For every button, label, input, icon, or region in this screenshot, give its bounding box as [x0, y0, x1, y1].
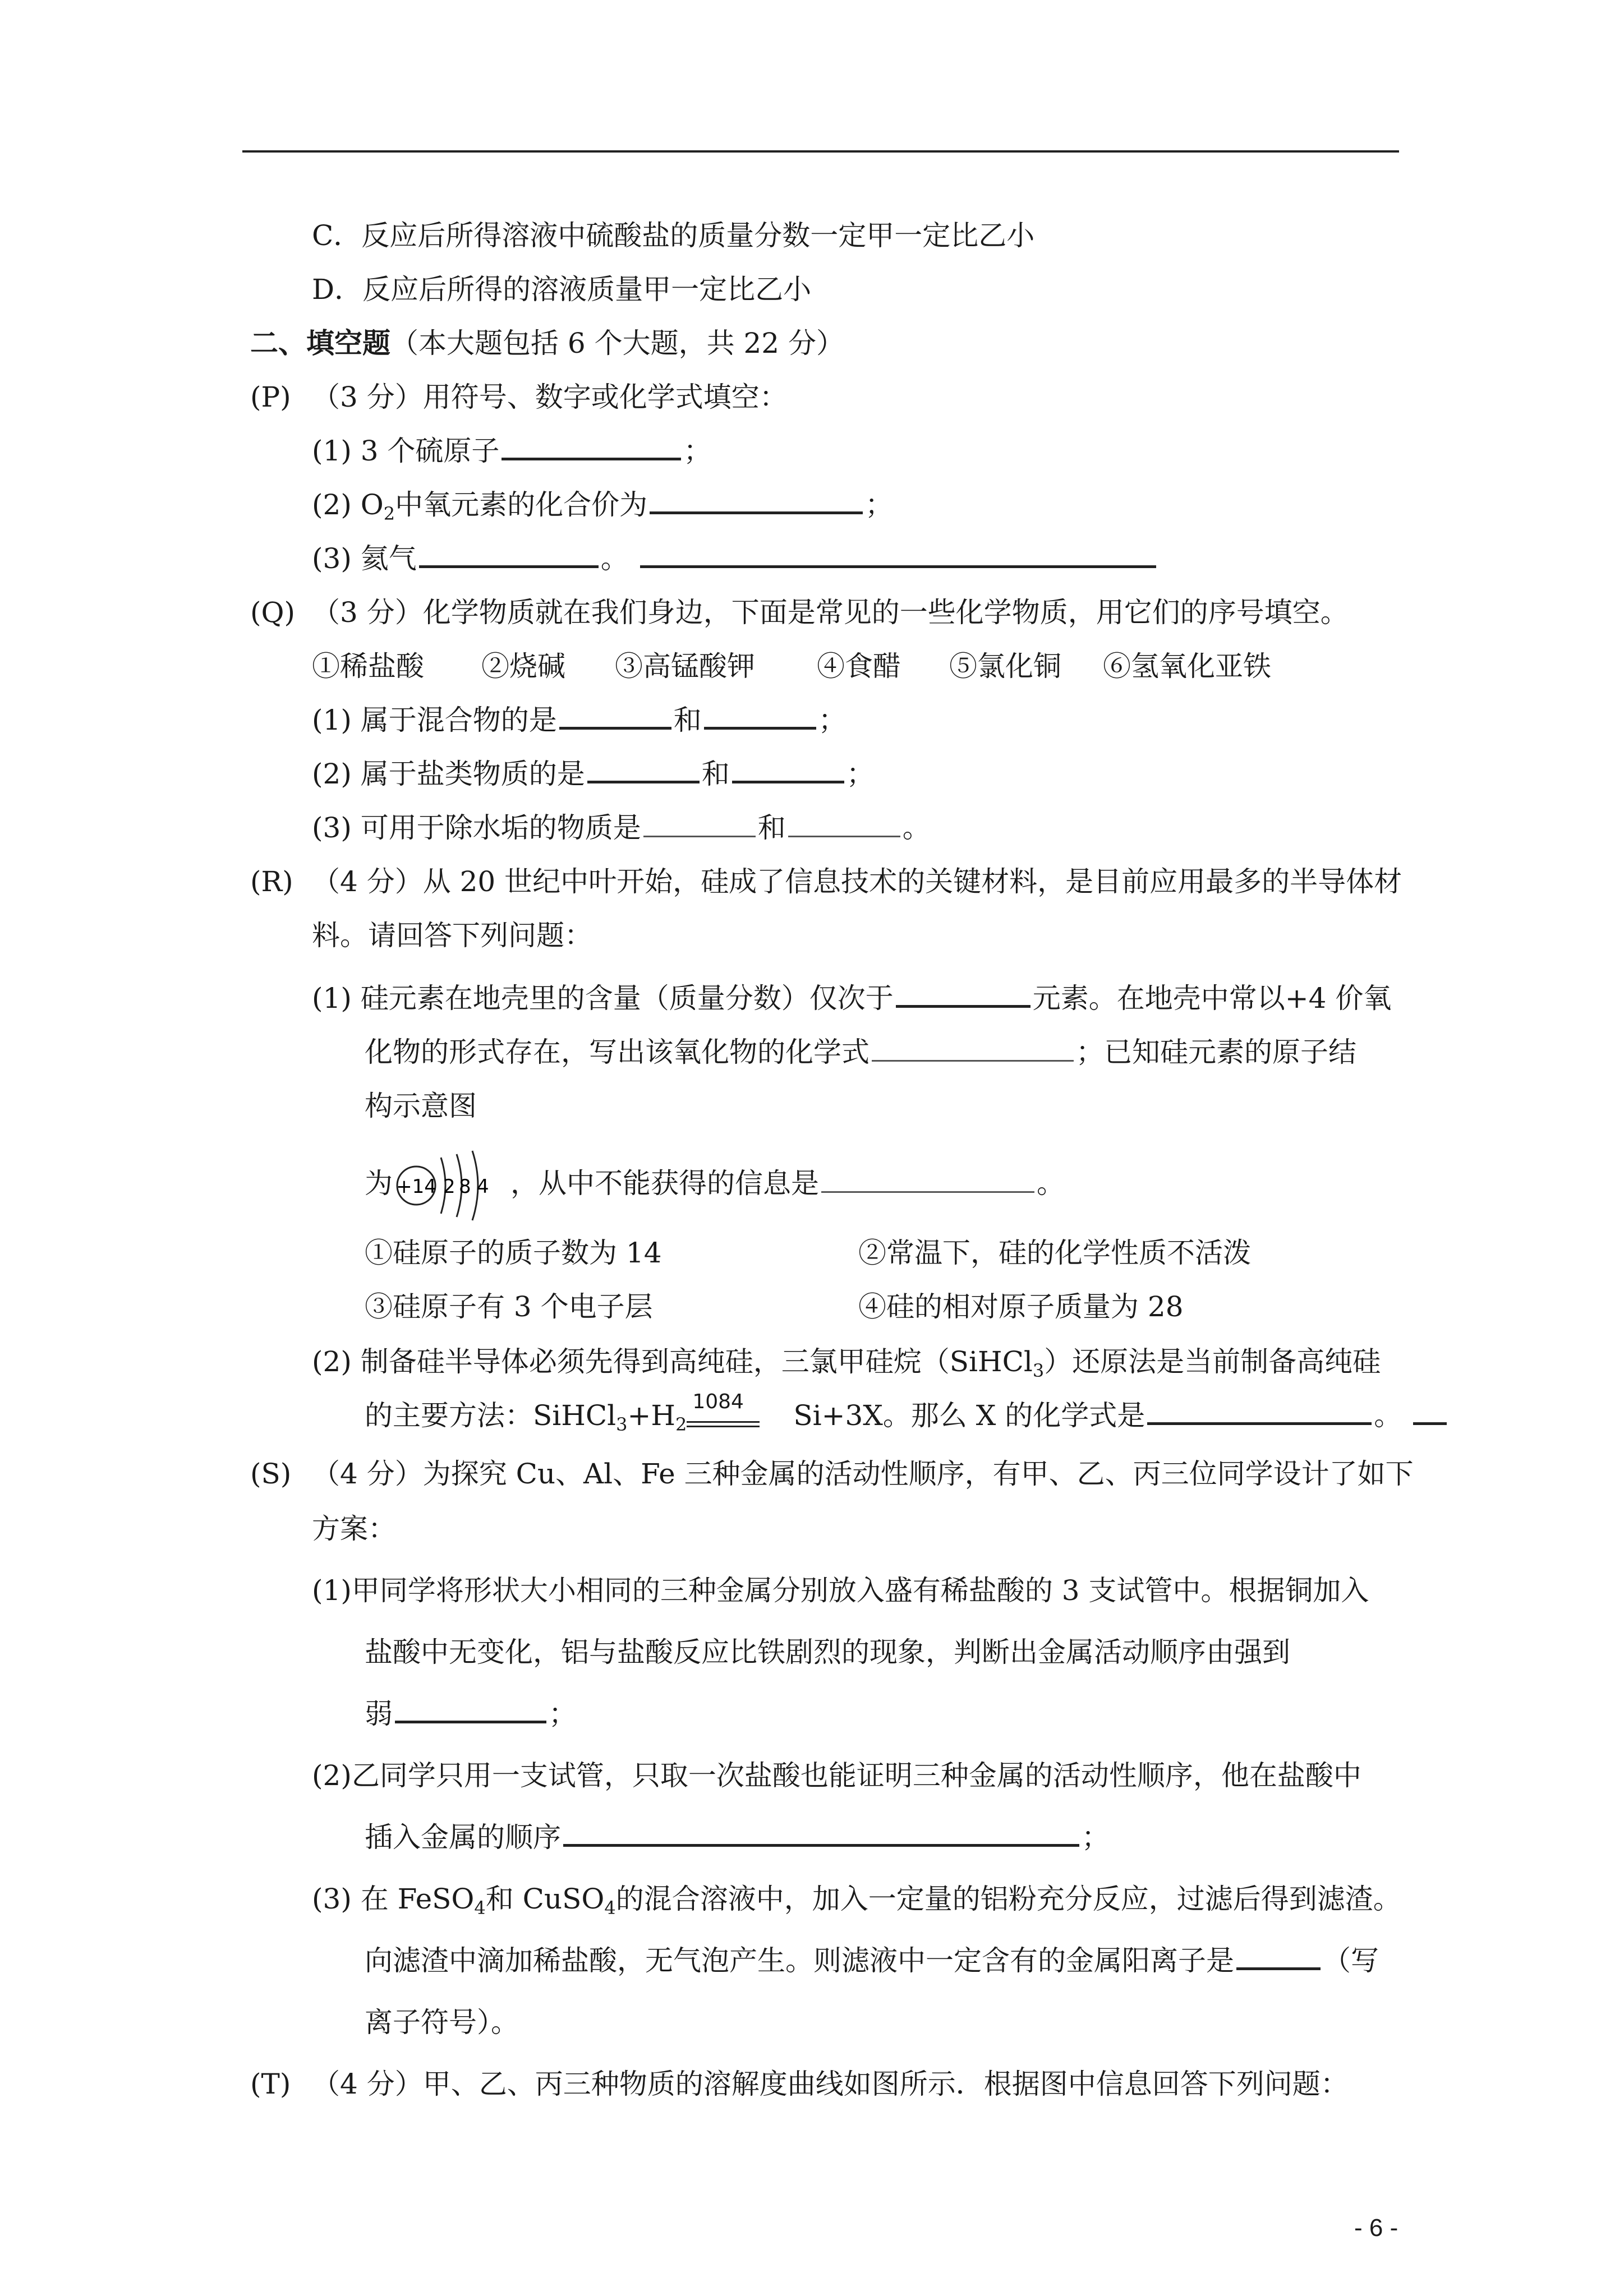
- question-t-label: (T): [250, 2068, 291, 2100]
- question-s-sub2-line2: [365, 1815, 1110, 1860]
- conj: 和: [701, 758, 730, 790]
- question-s-sub2-line1: (2)乙同学只用一支试管，只取一次盐酸也能证明三种金属的活动性顺序，他在盐酸中: [312, 1759, 1361, 1792]
- question-r-label: (R): [250, 865, 293, 898]
- question-p-sub2: [312, 482, 893, 536]
- question-p-label: (P): [250, 381, 291, 413]
- question-r-option-3: ③硅原子有 3 个电子层: [365, 1290, 653, 1323]
- text: 的混合溶液中，加入一定量的铝粉充分反应，过滤后得到滤渣。: [615, 1883, 1401, 1915]
- punct: ；: [683, 435, 712, 467]
- question-p-sub1: [312, 428, 711, 473]
- answer-blank[interactable]: [563, 1819, 1079, 1847]
- equals-bar: [687, 1421, 760, 1423]
- question-p-sub2-text: (2) O: [312, 488, 384, 521]
- text: 元素。在地壳中常以+4 价氧: [1032, 982, 1392, 1015]
- subscript: 4: [604, 1897, 616, 1919]
- text: ，从中不能获得的信息是: [510, 1167, 819, 1200]
- question-s-stem-1: （4 分）为探究 Cu、Al、Fe 三种金属的活动性顺序，有甲、乙、丙三位同学设计了如下: [312, 1458, 1414, 1490]
- text: 向滤渣中滴加稀盐酸，无气泡产生。则滤液中一定含有的金属阳离子是: [365, 1944, 1234, 1977]
- answer-blank[interactable]: [1147, 1398, 1372, 1425]
- question-r-option-1: ①硅原子的质子数为 14: [365, 1237, 662, 1269]
- answer-blank[interactable]: [704, 702, 816, 730]
- question-s-sub1-line2: 盐酸中无变化，铝与盐酸反应比铁剧烈的现象，判断出金属活动顺序由强到: [365, 1636, 1290, 1668]
- header-rule: [242, 150, 1399, 153]
- text: (2) 制备硅半导体必须先得到高纯硅，三氯甲硅烷（SiHCl: [312, 1345, 1033, 1378]
- answer-blank[interactable]: [872, 1035, 1074, 1062]
- option-2: ②烧碱: [481, 650, 565, 683]
- question-r-option-2: ②常温下，硅的化学性质不活泼: [858, 1237, 1251, 1269]
- section-title: 二、填空题: [250, 326, 390, 359]
- question-r-sub2-line2: [365, 1390, 1449, 1447]
- subscript: 3: [616, 1414, 628, 1435]
- question-p-stem: （3 分）用符号、数字或化学式填空：: [312, 381, 788, 413]
- question-r-sub1-line1: [312, 976, 1391, 1021]
- question-q-sub2-text: (2) 属于盐类物质的是: [312, 758, 585, 790]
- answer-blank[interactable]: [643, 811, 756, 837]
- text: +H: [627, 1399, 675, 1432]
- question-r-sub1-line3: 构示意图: [365, 1090, 477, 1122]
- text: 为: [365, 1167, 393, 1200]
- option-5: ⑤氯化铜: [949, 650, 1061, 683]
- subscript: 2: [383, 503, 395, 524]
- shell-electrons-2: 8: [459, 1175, 471, 1198]
- text: 和 CuSO: [485, 1883, 605, 1915]
- answer-blank[interactable]: [559, 702, 671, 730]
- answer-blank[interactable]: [640, 541, 1156, 568]
- reaction-condition: [687, 1390, 760, 1440]
- text: 弱: [365, 1698, 393, 1730]
- question-s-sub1-line1: (1)甲同学将形状大小相同的三种金属分别放入盛有稀盐酸的 3 支试管中。根据铜加入: [312, 1574, 1369, 1607]
- question-t-stem: （4 分）甲、乙、丙三种物质的溶解度曲线如图所示．根据图中信息回答下列问题：: [312, 2068, 1349, 2100]
- text: 化物的形式存在，写出该氧化物的化学式: [365, 1036, 869, 1068]
- option-1: ①稀盐酸: [312, 650, 424, 683]
- section-note: （本大题包括 6 个大题，共 22 分）: [390, 327, 845, 359]
- answer-blank[interactable]: [395, 1696, 546, 1723]
- shell-electrons-3: 4: [477, 1175, 489, 1198]
- subscript: 2: [675, 1414, 687, 1435]
- question-q-sub3-text: (3) 可用于除水垢的物质是: [312, 812, 641, 844]
- option-6: ⑥氢氧化亚铁: [1103, 650, 1271, 683]
- subscript: 3: [1032, 1360, 1045, 1381]
- conj: 和: [673, 704, 702, 736]
- punct: ；: [1082, 1821, 1110, 1854]
- answer-blank[interactable]: [896, 980, 1030, 1008]
- text: 的主要方法：SiHCl: [365, 1399, 617, 1432]
- question-r-option-4: ④硅的相对原子质量为 28: [858, 1290, 1184, 1323]
- question-p-sub3: [312, 536, 1158, 581]
- conj: 和: [757, 812, 786, 844]
- question-s-sub1-line3: [365, 1691, 577, 1736]
- text: （写: [1323, 1944, 1379, 1977]
- answer-blank[interactable]: [732, 756, 844, 783]
- question-s-sub3-line3: 离子符号）。: [365, 2006, 519, 2039]
- punct: ；: [818, 704, 846, 736]
- punct: ；: [549, 1698, 577, 1730]
- question-s-sub3-line2: [365, 1938, 1379, 1983]
- reaction-temperature: 1084: [692, 1390, 744, 1413]
- question-r-stem-1: （4 分）从 20 世纪中叶开始，硅成了信息技术的关键材料，是目前应用最多的半导体材: [312, 865, 1402, 898]
- question-s-stem-2: 方案：: [312, 1513, 396, 1545]
- question-q-sub2: [312, 751, 875, 796]
- choice-c: C．反应后所得溶液中硫酸盐的质量分数一定甲一定比乙小: [312, 219, 1035, 252]
- question-s-label: (S): [250, 1458, 292, 1490]
- question-q-label: (Q): [250, 596, 296, 629]
- page-number: - 6 -: [1354, 2214, 1398, 2242]
- answer-blank[interactable]: [419, 541, 599, 568]
- choice-d: D．反应后所得的溶液质量甲一定比乙小: [312, 273, 812, 306]
- question-r-sub1-line4: [365, 1161, 1065, 1208]
- punct: 。: [1374, 1399, 1402, 1432]
- question-p-sub1-text: (1) 3 个硫原子: [312, 435, 500, 467]
- option-3: ③高锰酸钾: [615, 650, 755, 683]
- shell-electrons-1: 2: [443, 1175, 456, 1198]
- punct: ；: [846, 758, 875, 790]
- question-q-sub1-text: (1) 属于混合物的是: [312, 704, 557, 736]
- answer-blank[interactable]: [502, 433, 681, 460]
- answer-blank[interactable]: [1413, 1398, 1447, 1425]
- punct: 。: [1037, 1167, 1065, 1200]
- punct: ；: [865, 488, 894, 521]
- punct: 。: [600, 542, 629, 575]
- text: Si+3X。那么 X 的化学式是: [793, 1399, 1145, 1432]
- equals-bar: [687, 1426, 760, 1427]
- question-p-sub3-text: (3) 氦气: [312, 542, 417, 575]
- subscript: 4: [474, 1897, 486, 1919]
- text: (3) 在 FeSO: [312, 1883, 475, 1915]
- question-r-sub2-line1: [312, 1339, 1381, 1393]
- option-4: ④食醋: [817, 650, 901, 683]
- section-heading: [250, 321, 844, 366]
- answer-blank[interactable]: [587, 756, 700, 783]
- nucleus-charge: +14: [396, 1175, 436, 1198]
- answer-blank[interactable]: [1236, 1943, 1321, 1970]
- answer-blank[interactable]: [650, 487, 863, 514]
- text: ；已知硅元素的原子结: [1076, 1036, 1356, 1068]
- question-q-sub1: [312, 698, 846, 743]
- answer-blank[interactable]: [788, 811, 900, 837]
- atom-svg: [393, 1146, 510, 1225]
- question-q-sub3: [312, 805, 931, 850]
- question-s-sub3-line1: [312, 1877, 1401, 1930]
- atomic-structure-diagram: [393, 1163, 510, 1208]
- question-p-sub2-text-b: 中氧元素的化合价为: [395, 488, 648, 521]
- question-q-stem: （3 分）化学物质就在我们身边，下面是常见的一些化学物质，用它们的序号填空。: [312, 596, 1349, 629]
- answer-blank[interactable]: [821, 1167, 1034, 1193]
- text: (1) 硅元素在地壳里的含量（质量分数）仅次于: [312, 982, 894, 1015]
- question-r-stem-2: 料。请回答下列问题：: [312, 919, 592, 952]
- punct: 。: [902, 812, 931, 844]
- text: ）还原法是当前制备高纯硅: [1044, 1345, 1381, 1378]
- text: 插入金属的顺序: [365, 1821, 561, 1854]
- question-r-sub1-line2: [365, 1030, 1356, 1075]
